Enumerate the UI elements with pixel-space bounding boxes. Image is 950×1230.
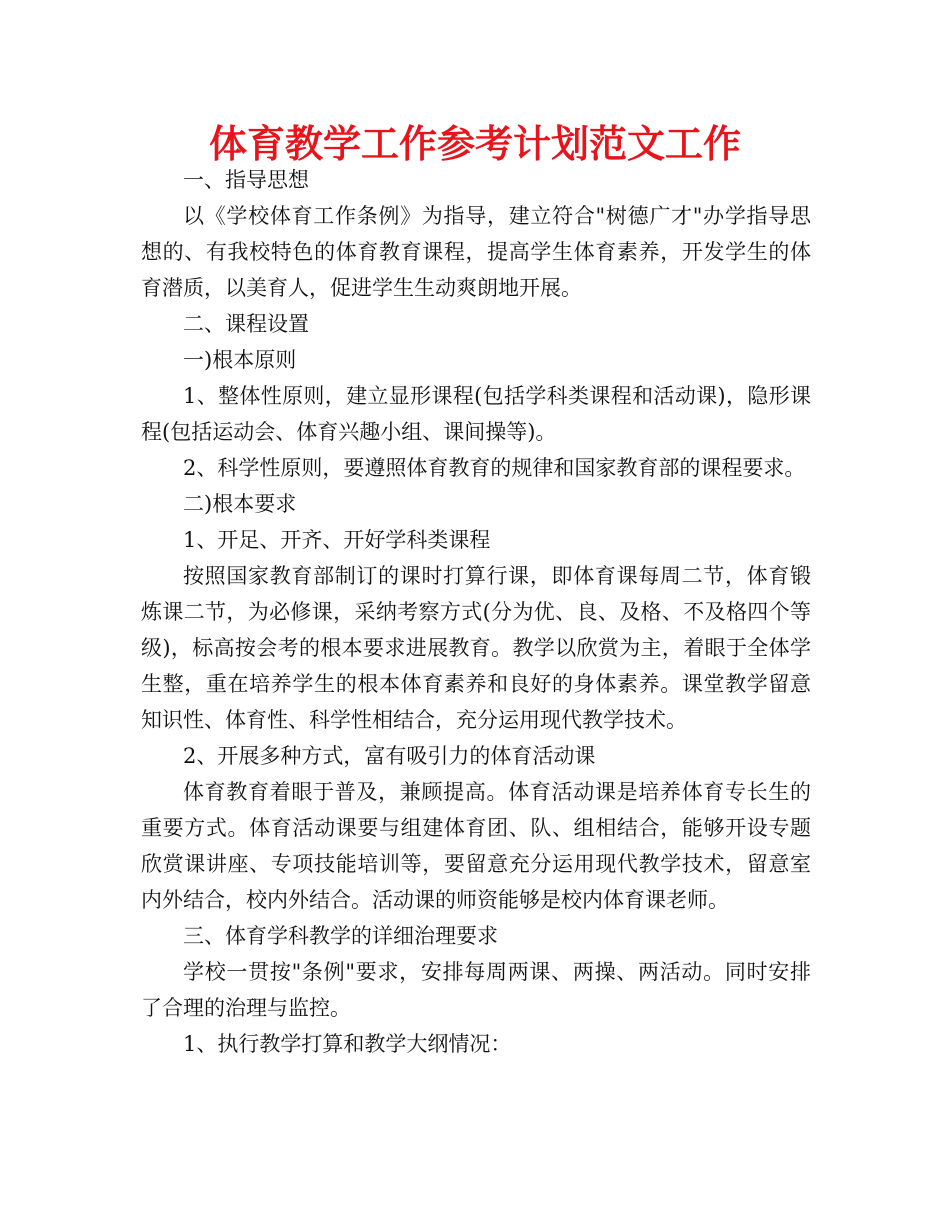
subheading-basic-requirements: 二)根本要求 <box>183 492 297 516</box>
item-heading: 2、开展多种方式，富有吸引力的体育活动课 <box>183 744 596 768</box>
paragraph: 体育教育着眼于普及，兼顾提高。体育活动课是培养体育专长生的重要方式。体育活动课要与组建体育团、队、组相结合，能够开设专题欣赏课讲座、专项技能培训等，要留意充分运用现代教学技术，留意室内外结合，校内外结合。活动课的师资能够是校内体育课老师。 <box>141 780 811 912</box>
heading-guiding-ideology: 一、指导思想 <box>183 168 309 192</box>
subheading-basic-principles: 一)根本原则 <box>183 348 297 372</box>
item-heading: 1、开足、开齐、开好学科类课程 <box>183 528 491 552</box>
document-title: 体育教学工作参考计划范文工作 <box>208 122 741 166</box>
paragraph: 2、科学性原则，要遵照体育教育的规律和国家教育部的课程要求。 <box>183 456 806 480</box>
heading-management-requirements: 三、体育学科教学的详细治理要求 <box>183 924 498 948</box>
paragraph: 学校一贯按"条例"要求，安排每周两课、两操、两活动。同时安排了合理的治理与监控。 <box>141 960 811 1020</box>
document-body <box>141 162 811 1062</box>
item-heading: 1、执行教学打算和教学大纲情况： <box>183 1032 512 1056</box>
heading-course-setup: 二、课程设置 <box>183 312 309 336</box>
paragraph: 以《学校体育工作条例》为指导，建立符合"树德广才"办学指导思想的、有我校特色的体育教育课程，提高学生体育素养，开发学生的体育潜质，以美育人，促进学生生动爽朗地开展。 <box>141 204 811 300</box>
paragraph: 1、整体性原则，建立显形课程(包括学科类课程和活动课)，隐形课程(包括运动会、体育兴趣小组、课间操等)。 <box>141 384 811 444</box>
paragraph: 按照国家教育部制订的课时打算行课，即体育课每周二节，体育锻炼课二节，为必修课，采纳考察方式(分为优、良、及格、不及格四个等级)，标高按会考的根本要求进展教育。教学以欣赏为主，着眼于全体学生整，重在培养学生的根本体育素养和良好的身体素养。课堂教学留意知识性、体育性、科学性相结合，充分运用现代教学技术。 <box>141 564 811 732</box>
